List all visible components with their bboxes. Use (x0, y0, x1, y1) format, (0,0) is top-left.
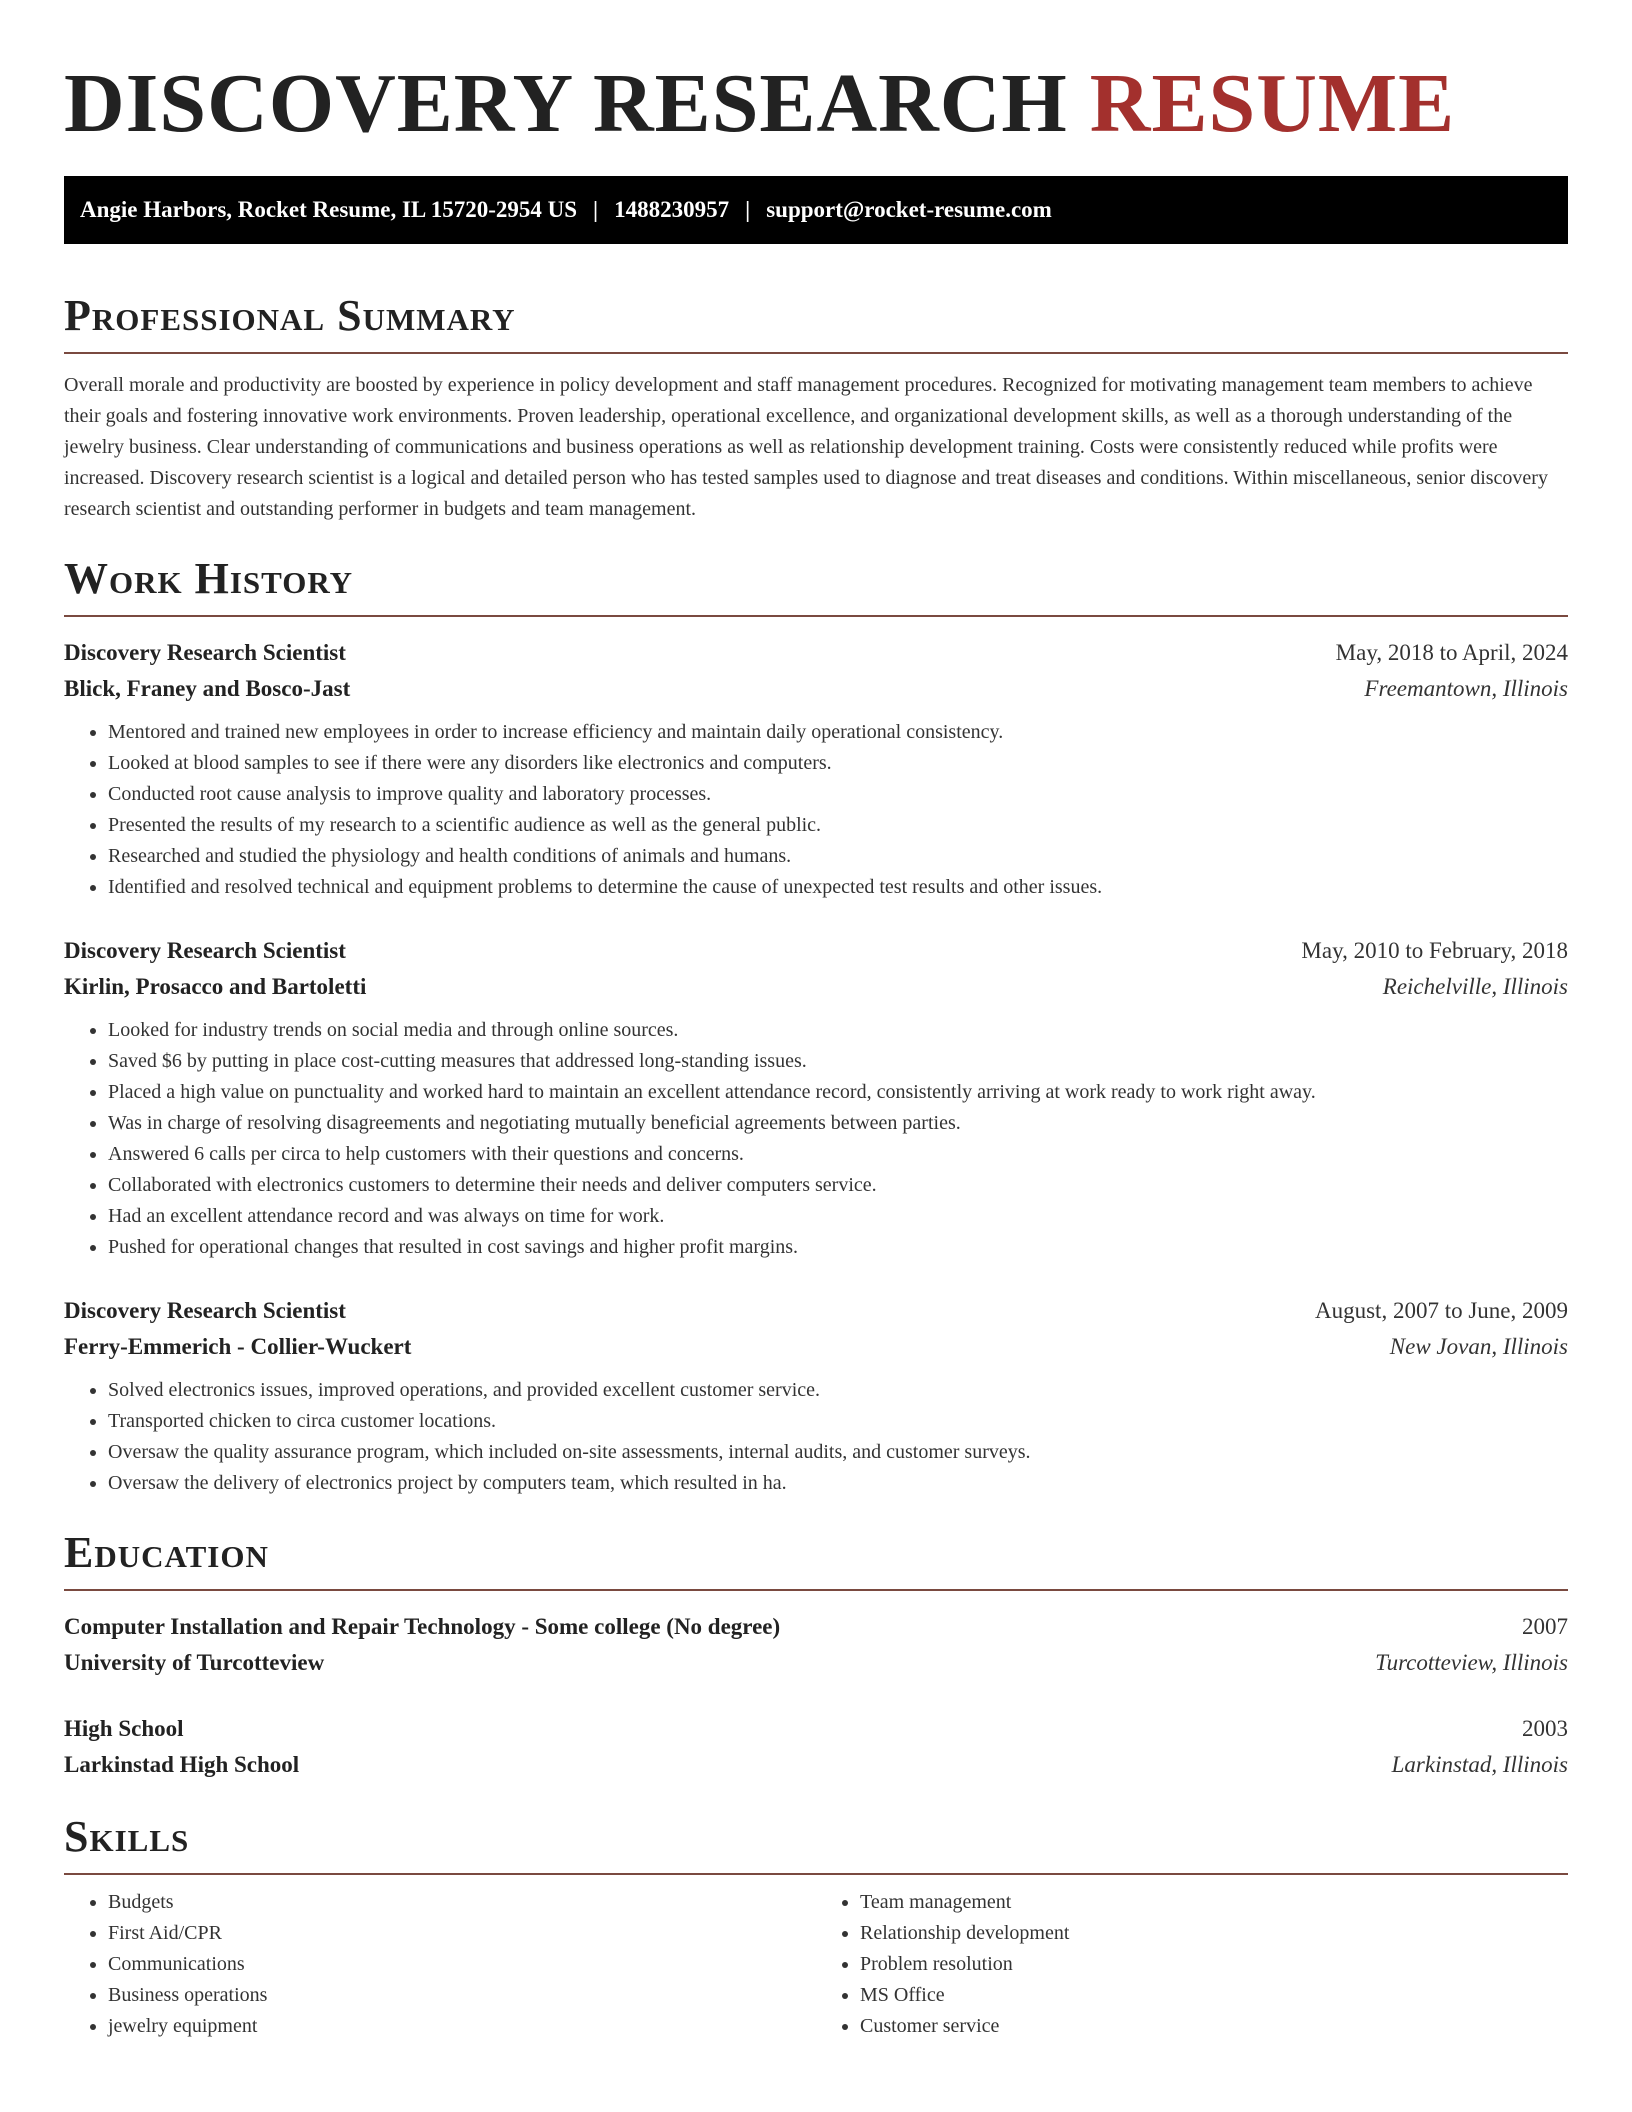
skill-item: • Customer service (860, 2011, 1568, 2042)
education-degree-row (64, 1711, 1568, 1747)
list-item: • Mentored and trained new employees in order to increase efficiency and maintain daily operational consistency. (108, 717, 1568, 748)
list-item: • Collaborated with electronics customers to determine their needs and deliver computers service. (108, 1170, 1568, 1201)
list-item: • Looked for industry trends on social media and through online sources. (108, 1015, 1568, 1046)
skill-item: • Business operations (108, 1980, 816, 2011)
resume-content (64, 48, 1568, 2042)
skills-list-left (64, 1887, 816, 2042)
skill-item: • First Aid/CPR (108, 1918, 816, 1949)
list-item: • Transported chicken to circa customer locations. (108, 1406, 1568, 1437)
education-school: Larkinstad High School (64, 1752, 300, 1777)
job-entry (64, 1293, 1568, 1499)
skills-section (64, 1809, 1568, 2042)
list-item: • Had an excellent attendance record and was always on time for work. (108, 1201, 1568, 1232)
resume-title (64, 48, 1568, 160)
job-entry (64, 933, 1568, 1263)
job-company-row (64, 671, 1568, 707)
list-item: • Was in charge of resolving disagreements and negotiating mutually beneficial agreements between parties. (108, 1108, 1568, 1139)
section-heading: Work History (64, 551, 1568, 617)
job-header-row (64, 1293, 1568, 1329)
job-company-row (64, 969, 1568, 1005)
job-dates: May, 2010 to February, 2018 (1301, 938, 1568, 963)
job-header-row (64, 933, 1568, 969)
job-title: Discovery Research Scientist (64, 640, 346, 665)
job-title: Discovery Research Scientist (64, 1298, 346, 1323)
job-dates: May, 2018 to April, 2024 (1335, 640, 1568, 665)
education-school: University of Turcotteview (64, 1650, 325, 1675)
skills-list-right (816, 1887, 1568, 2042)
list-item: • Identified and resolved technical and equipment problems to determine the cause of unexpected test results and other issues. (108, 872, 1568, 903)
skill-item: • Communications (108, 1949, 816, 1980)
education-section (64, 1525, 1568, 1783)
list-item: • Solved electronics issues, improved operations, and provided excellent customer service. (108, 1375, 1568, 1406)
contact-email[interactable]: support@rocket-resume.com (766, 197, 1052, 222)
job-company: Ferry-Emmerich - Collier-Wuckert (64, 1334, 412, 1359)
list-item: • Pushed for operational changes that resulted in cost savings and higher profit margins. (108, 1232, 1568, 1263)
list-item: • Researched and studied the physiology and health conditions of animals and humans. (108, 841, 1568, 872)
job-location: New Jovan, Illinois (1389, 1334, 1568, 1359)
list-item: • Conducted root cause analysis to improve quality and laboratory processes. (108, 779, 1568, 810)
contact-address: Angie Harbors, Rocket Resume, IL 15720-2954 US (80, 197, 578, 222)
list-item: • Presented the results of my research to a scientific audience as well as the general public. (108, 810, 1568, 841)
title-main: DISCOVERY RESEARCH (64, 57, 1068, 150)
education-degree-row (64, 1609, 1568, 1645)
education-school-row (64, 1747, 1568, 1783)
skill-item: • Relationship development (860, 1918, 1568, 1949)
list-item: • Answered 6 calls per circa to help customers with their questions and concerns. (108, 1139, 1568, 1170)
skill-item: • Problem resolution (860, 1949, 1568, 1980)
section-heading: Education (64, 1525, 1568, 1591)
work-history-section (64, 551, 1568, 1499)
summary-section (64, 288, 1568, 525)
education-location: Turcotteview, Illinois (1375, 1650, 1568, 1675)
skill-item: • jewelry equipment (108, 2011, 816, 2042)
list-item: • Saved $6 by putting in place cost-cutting measures that addressed long-standing issues. (108, 1046, 1568, 1077)
education-year: 2007 (1522, 1614, 1568, 1639)
section-heading: Professional Summary (64, 288, 1568, 354)
summary-text: Overall morale and productivity are boosted by experience in policy development and staff management procedures. Recognized for motivating management team members to achieve their goals and fostering innovative work environments. Proven leadership, operational excellence, and organizational development skills, as well as a thorough understanding of the jewelry business. Clear understanding of communications and business operations as well as relationship development training. Costs were consistently reduced while profits were increased. Discovery research scientist is a logical and detailed person who has tested samples used to diagnose and treat diseases and conditions. Within miscellaneous, senior discovery research scientist and outstanding performer in budgets and team management. (64, 374, 1548, 520)
job-company: Kirlin, Prosacco and Bartoletti (64, 974, 367, 999)
title-accent: RESUME (1089, 57, 1456, 150)
education-entry (64, 1711, 1568, 1783)
job-location: Reichelville, Illinois (1382, 974, 1568, 999)
list-item: • Oversaw the delivery of electronics project by computers team, which resulted in ha. (108, 1468, 1568, 1499)
skill-item: • Budgets (108, 1887, 816, 1918)
education-year: 2003 (1522, 1716, 1568, 1741)
skill-item: • MS Office (860, 1980, 1568, 2011)
contact-separator: | (745, 197, 751, 222)
contact-separator: | (593, 197, 599, 222)
contact-phone: 1488230957 (614, 197, 730, 222)
list-item: • Placed a high value on punctuality and worked hard to maintain an excellent attendance record, consistently arriving at work ready to work right away. (108, 1077, 1568, 1108)
list-item: • Looked at blood samples to see if there were any disorders like electronics and computers. (108, 748, 1568, 779)
education-entry (64, 1609, 1568, 1681)
job-dates: August, 2007 to June, 2009 (1315, 1298, 1568, 1323)
job-company: Blick, Franey and Bosco-Jast (64, 676, 351, 701)
education-location: Larkinstad, Illinois (1391, 1752, 1568, 1777)
list-item: • Oversaw the quality assurance program, which included on-site assessments, internal audits, and customer surveys. (108, 1437, 1568, 1468)
job-entry (64, 635, 1568, 903)
job-header-row (64, 635, 1568, 671)
job-bullets (64, 1015, 1568, 1263)
skills-grid (64, 1887, 1568, 2042)
education-degree: Computer Installation and Repair Technology - Some college (No degree) (64, 1614, 781, 1639)
section-heading: Skills (64, 1809, 1568, 1875)
contact-bar (64, 176, 1568, 244)
job-bullets (64, 717, 1568, 903)
job-location: Freemantown, Illinois (1364, 676, 1568, 701)
education-school-row (64, 1645, 1568, 1681)
job-title: Discovery Research Scientist (64, 938, 346, 963)
job-company-row (64, 1329, 1568, 1365)
education-degree: High School (64, 1716, 184, 1741)
job-bullets (64, 1375, 1568, 1499)
skill-item: • Team management (860, 1887, 1568, 1918)
